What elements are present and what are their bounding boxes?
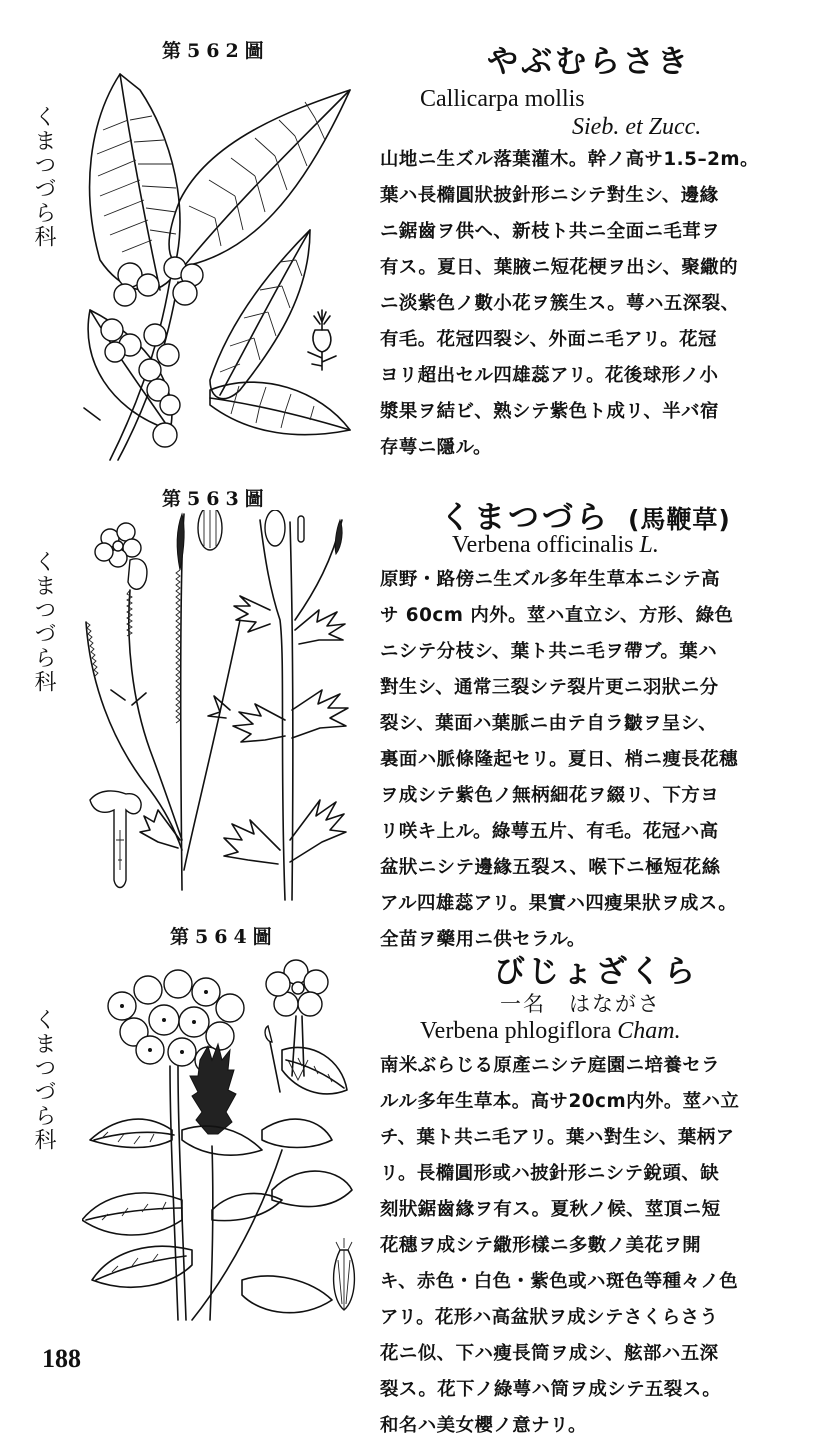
- verbena-officinalis-illustration: [80, 510, 370, 910]
- scientific-author: Cham.: [617, 1018, 681, 1044]
- description-line: 刻狀鋸齒緣ヲ有ス。夏秋ノ候、莖頂ニ短: [380, 1199, 721, 1220]
- description-line: 有ス。夏日、葉腋ニ短花梗ヲ出シ、聚繖的: [380, 257, 739, 278]
- description-line: ニ鋸齒ヲ供ヘ、新枝ト共ニ全面ニ毛茸ヲ: [380, 221, 721, 242]
- description-line: ニ淡紫色ノ數小花ヲ簇生ス。萼ハ五深裂、: [380, 293, 740, 314]
- description-line: 盆狀ニシテ邊緣五裂ス、喉下ニ極短花絲: [380, 857, 721, 878]
- family-label-vertical: くまつづら科: [31, 1008, 56, 1152]
- description-line: ニシテ分枝シ、葉ト共ニ毛ヲ帶ブ。葉ハ: [380, 641, 718, 662]
- description-line: 漿果ヲ結ビ、熟シテ紫色ト成リ、半バ宿: [380, 401, 719, 422]
- description-line: 有毛。花冠四裂シ、外面ニ毛アリ。花冠: [380, 329, 717, 350]
- entry-title-kana: くまつづら: [440, 500, 610, 536]
- description-line: アリ。花形ハ高盆狀ヲ成シテさくらさう: [380, 1307, 719, 1328]
- description-line: 裂シ、葉面ハ葉脈ニ由テ自ラ皺ヲ呈シ、: [380, 713, 718, 734]
- entry-title: [440, 492, 731, 537]
- description-line: 存萼ニ隱ル。: [380, 437, 492, 458]
- figure-label: 第562圖: [162, 40, 270, 62]
- scientific-name: [452, 532, 659, 559]
- scientific-name: Callicarpa mollis: [420, 86, 585, 112]
- description-line: ルル多年生草本。高サ20cm内外。莖ハ立: [380, 1091, 740, 1112]
- description-line: 全苗ヲ藥用ニ供セラル。: [380, 929, 586, 950]
- description-line: 裂ス。花下ノ綠萼ハ筒ヲ成シテ五裂ス。: [380, 1379, 722, 1400]
- page-number: 188: [42, 1344, 81, 1373]
- callicarpa-branch-illustration: [60, 60, 370, 470]
- entry-description: [380, 562, 780, 958]
- alternate-name: 一名 はながさ: [500, 992, 661, 1016]
- description-line: キ、赤色・白色・紫色或ハ斑色等種々ノ色: [380, 1271, 739, 1292]
- entry-title: やぶむらさき: [487, 44, 691, 80]
- family-label-vertical: くまつづら科: [31, 550, 56, 694]
- entry-title: びじょざくら: [494, 954, 698, 990]
- scientific-author: Sieb. et Zucc.: [572, 114, 702, 140]
- description-line: 花穗ヲ成シテ繖形樣ニ多數ノ美花ヲ開: [380, 1235, 702, 1256]
- description-line: チ、葉ト共ニ毛アリ。葉ハ對生シ、葉柄ア: [380, 1127, 735, 1148]
- description-line: 山地ニ生ズル落葉灌木。幹ノ高サ1.5–2m。: [380, 149, 759, 170]
- description-line: リ。長橢圓形或ハ披針形ニシテ銳頭、缺: [380, 1163, 720, 1184]
- description-line: リ咲キ上ル。綠萼五片、有毛。花冠ハ高: [380, 821, 719, 842]
- description-line: 原野・路傍ニ生ズル多年生草本ニシテ高: [380, 569, 721, 590]
- description-line: ヲ成シテ紫色ノ無柄細花ヲ綴リ、下方ヨ: [380, 785, 720, 806]
- scientific-name-text: Verbena officinalis: [452, 532, 634, 558]
- description-line: 和名ハ美女櫻ノ意ナリ。: [380, 1415, 587, 1436]
- figure-label: 第563圖: [162, 488, 270, 510]
- scientific-name: [420, 1018, 681, 1045]
- description-line: サ 60cm 内外。莖ハ直立シ、方形、綠色: [380, 605, 734, 626]
- entry-562: [0, 0, 840, 470]
- scientific-author: L.: [639, 532, 659, 558]
- entry-description: [380, 1048, 780, 1444]
- description-line: 葉ハ長橢圓狀披針形ニシテ對生シ、邊緣: [380, 185, 719, 206]
- description-line: 裏面ハ脈條隆起セリ。夏日、梢ニ痩長花穗: [380, 749, 739, 770]
- entry-title-kanji: (馬鞭草): [628, 505, 731, 534]
- description-line: 花ニ似、下ハ瘦長筒ヲ成シ、舷部ハ五深: [380, 1343, 719, 1364]
- description-line: アル四雄蕊アリ。果實ハ四瘦果狀ヲ成ス。: [380, 893, 738, 914]
- description-line: ヨリ超出セル四雄蕊アリ。花後球形ノ小: [380, 365, 719, 386]
- figure-label: 第564圖: [170, 926, 278, 948]
- scientific-name-text: Verbena phlogiflora: [420, 1018, 612, 1044]
- family-label-vertical: くまつづら科: [31, 105, 56, 249]
- description-line: 對生シ、通常三裂シテ裂片更ニ羽狀ニ分: [380, 677, 719, 698]
- verbena-phlogiflora-illustration: [82, 950, 372, 1330]
- entry-description: [380, 142, 780, 466]
- description-line: 南米ぶらじる原產ニシテ庭園ニ培養セラ: [380, 1055, 721, 1076]
